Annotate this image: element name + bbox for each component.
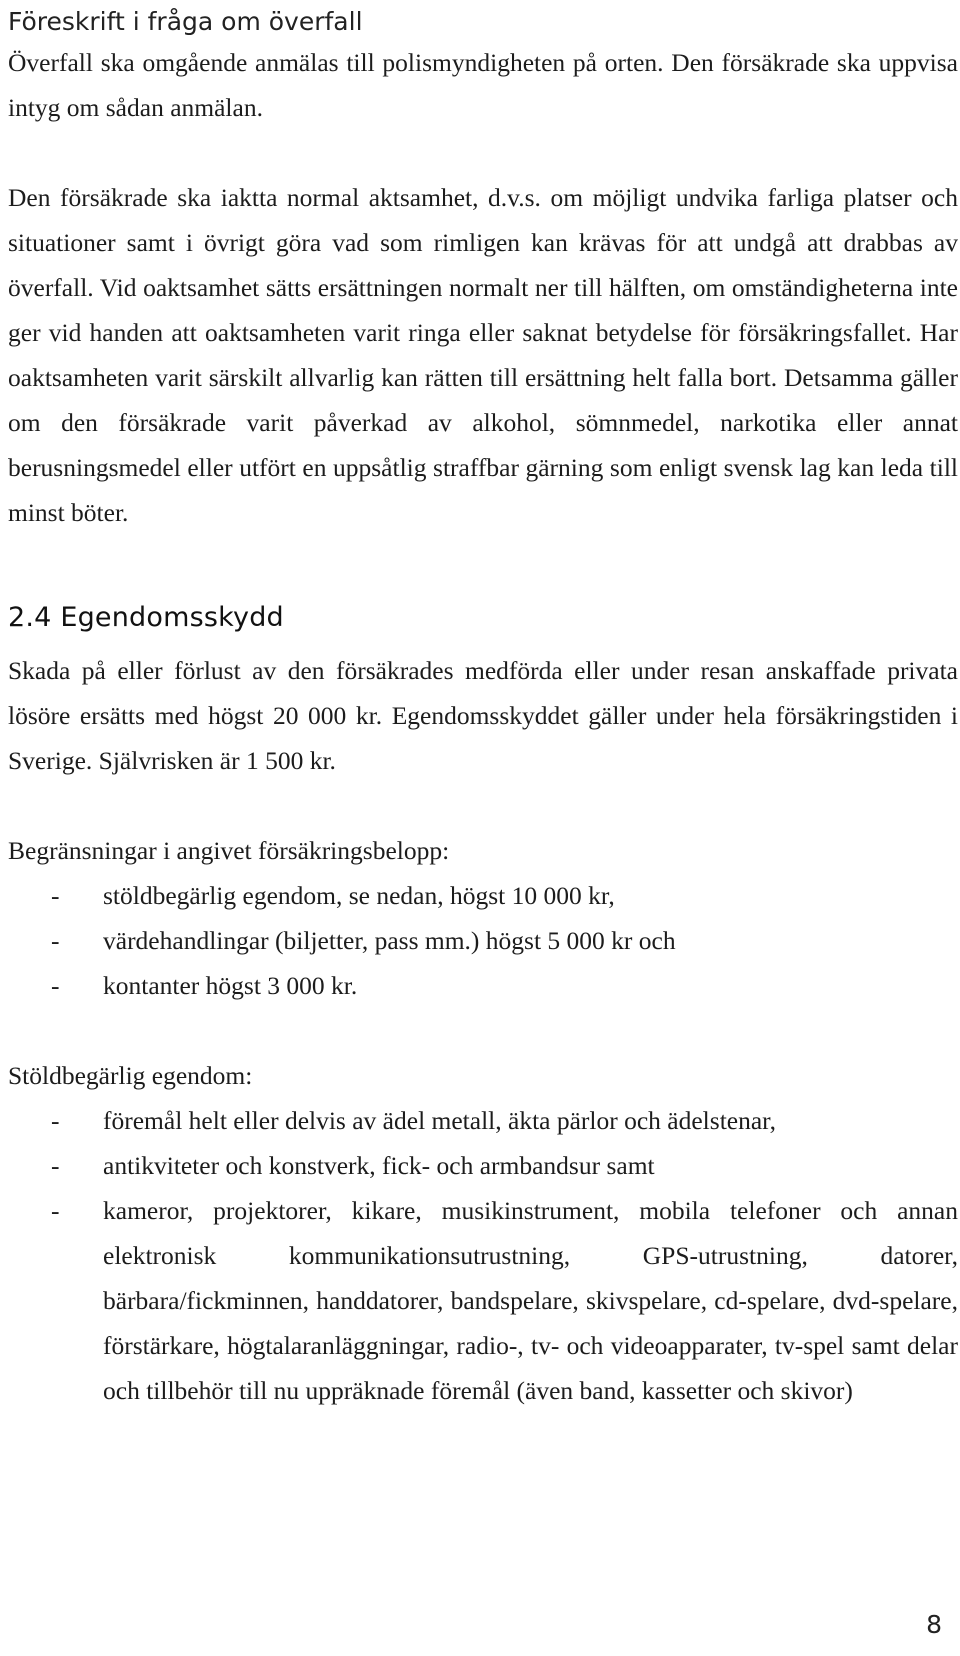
list-dash: - bbox=[51, 1106, 60, 1135]
paragraph-property-protection: Skada på eller förlust av den försäkrades medförda eller under resan anskaffade privata lösöre ersätts med högst 20 000 kr. Egendomsskyddet gäller under hela försäkringstiden i Sverige. Självrisken är 1 500 kr. bbox=[8, 656, 958, 775]
list-dash: - bbox=[51, 881, 60, 910]
section-heading-property-protection: 2.4 Egendomsskydd bbox=[8, 602, 284, 633]
paragraph-due-care: Den försäkrade ska iaktta normal aktsamhet, d.v.s. om möjligt undvika farliga platser och situationer samt i övrigt göra vad som rimligen kan krävas för att undgå att drabbas av överfall. Vid oaktsamhet sätts ersättningen normalt ner till hälften, om omständigheterna inte ger vid handen att oaktsamheten varit ringa eller saknat betydelse för försäkringsfallet. Har oaktsamheten varit särskilt allvarlig kan rätten till ersättning helt falla bort. Detsamma gäller om den försäkrade varit påverkad av alkohol, sömnmedel, narkotika eller annat berusningsmedel eller utfört en uppsåtlig straffbar gärning som enligt svensk lag kan leda till minst böter. bbox=[8, 183, 958, 527]
list-dash: - bbox=[51, 971, 60, 1000]
list-item bbox=[8, 1188, 958, 1413]
list-dash: - bbox=[51, 1196, 60, 1225]
theft-prone-label: Stöldbegärlig egendom: bbox=[8, 1061, 253, 1090]
theft-prone-list bbox=[8, 1098, 958, 1413]
list-item-text: stöldbegärlig egendom, se nedan, högst 10 000 kr, bbox=[103, 881, 615, 910]
list-item-text: antikviteter och konstverk, fick- och armbandsur samt bbox=[103, 1151, 655, 1180]
list-dash: - bbox=[51, 926, 60, 955]
list-item-text: föremål helt eller delvis av ädel metall, äkta pärlor och ädelstenar, bbox=[103, 1106, 777, 1135]
list-item-text: kontanter högst 3 000 kr. bbox=[103, 971, 358, 1000]
list-item bbox=[8, 1098, 958, 1143]
page-number: 8 bbox=[926, 1610, 942, 1639]
list-item-text: värdehandlingar (biljetter, pass mm.) högst 5 000 kr och bbox=[103, 926, 676, 955]
list-item-text: kameror, projektorer, kikare, musikinstrument, mobila telefoner och annan elektronisk kommunikationsutrustning, GPS-utrustning, datorer, bärbara/fickminnen, handdatorer, bandspelare, skivspelare, cd-spelare, dvd-spelare, förstärkare, högtalaranläggningar, radio-, tv- och videoapparater, tv-spel samt delar och tillbehör till nu uppräknade föremål (även band, kassetter och skivor) bbox=[103, 1196, 958, 1405]
list-item bbox=[8, 918, 958, 963]
list-dash: - bbox=[51, 1151, 60, 1180]
paragraph-report-assault: Överfall ska omgående anmälas till polismyndigheten på orten. Den försäkrade ska uppvisa intyg om sådan anmälan. bbox=[8, 48, 958, 122]
document-page bbox=[8, 0, 958, 1413]
list-item bbox=[8, 1143, 958, 1188]
limits-list bbox=[8, 873, 958, 1008]
list-item bbox=[8, 873, 958, 918]
subheading-assault: Föreskrift i fråga om överfall bbox=[8, 7, 363, 36]
list-item bbox=[8, 963, 958, 1008]
limits-label: Begränsningar i angivet försäkringsbelopp: bbox=[8, 836, 450, 865]
